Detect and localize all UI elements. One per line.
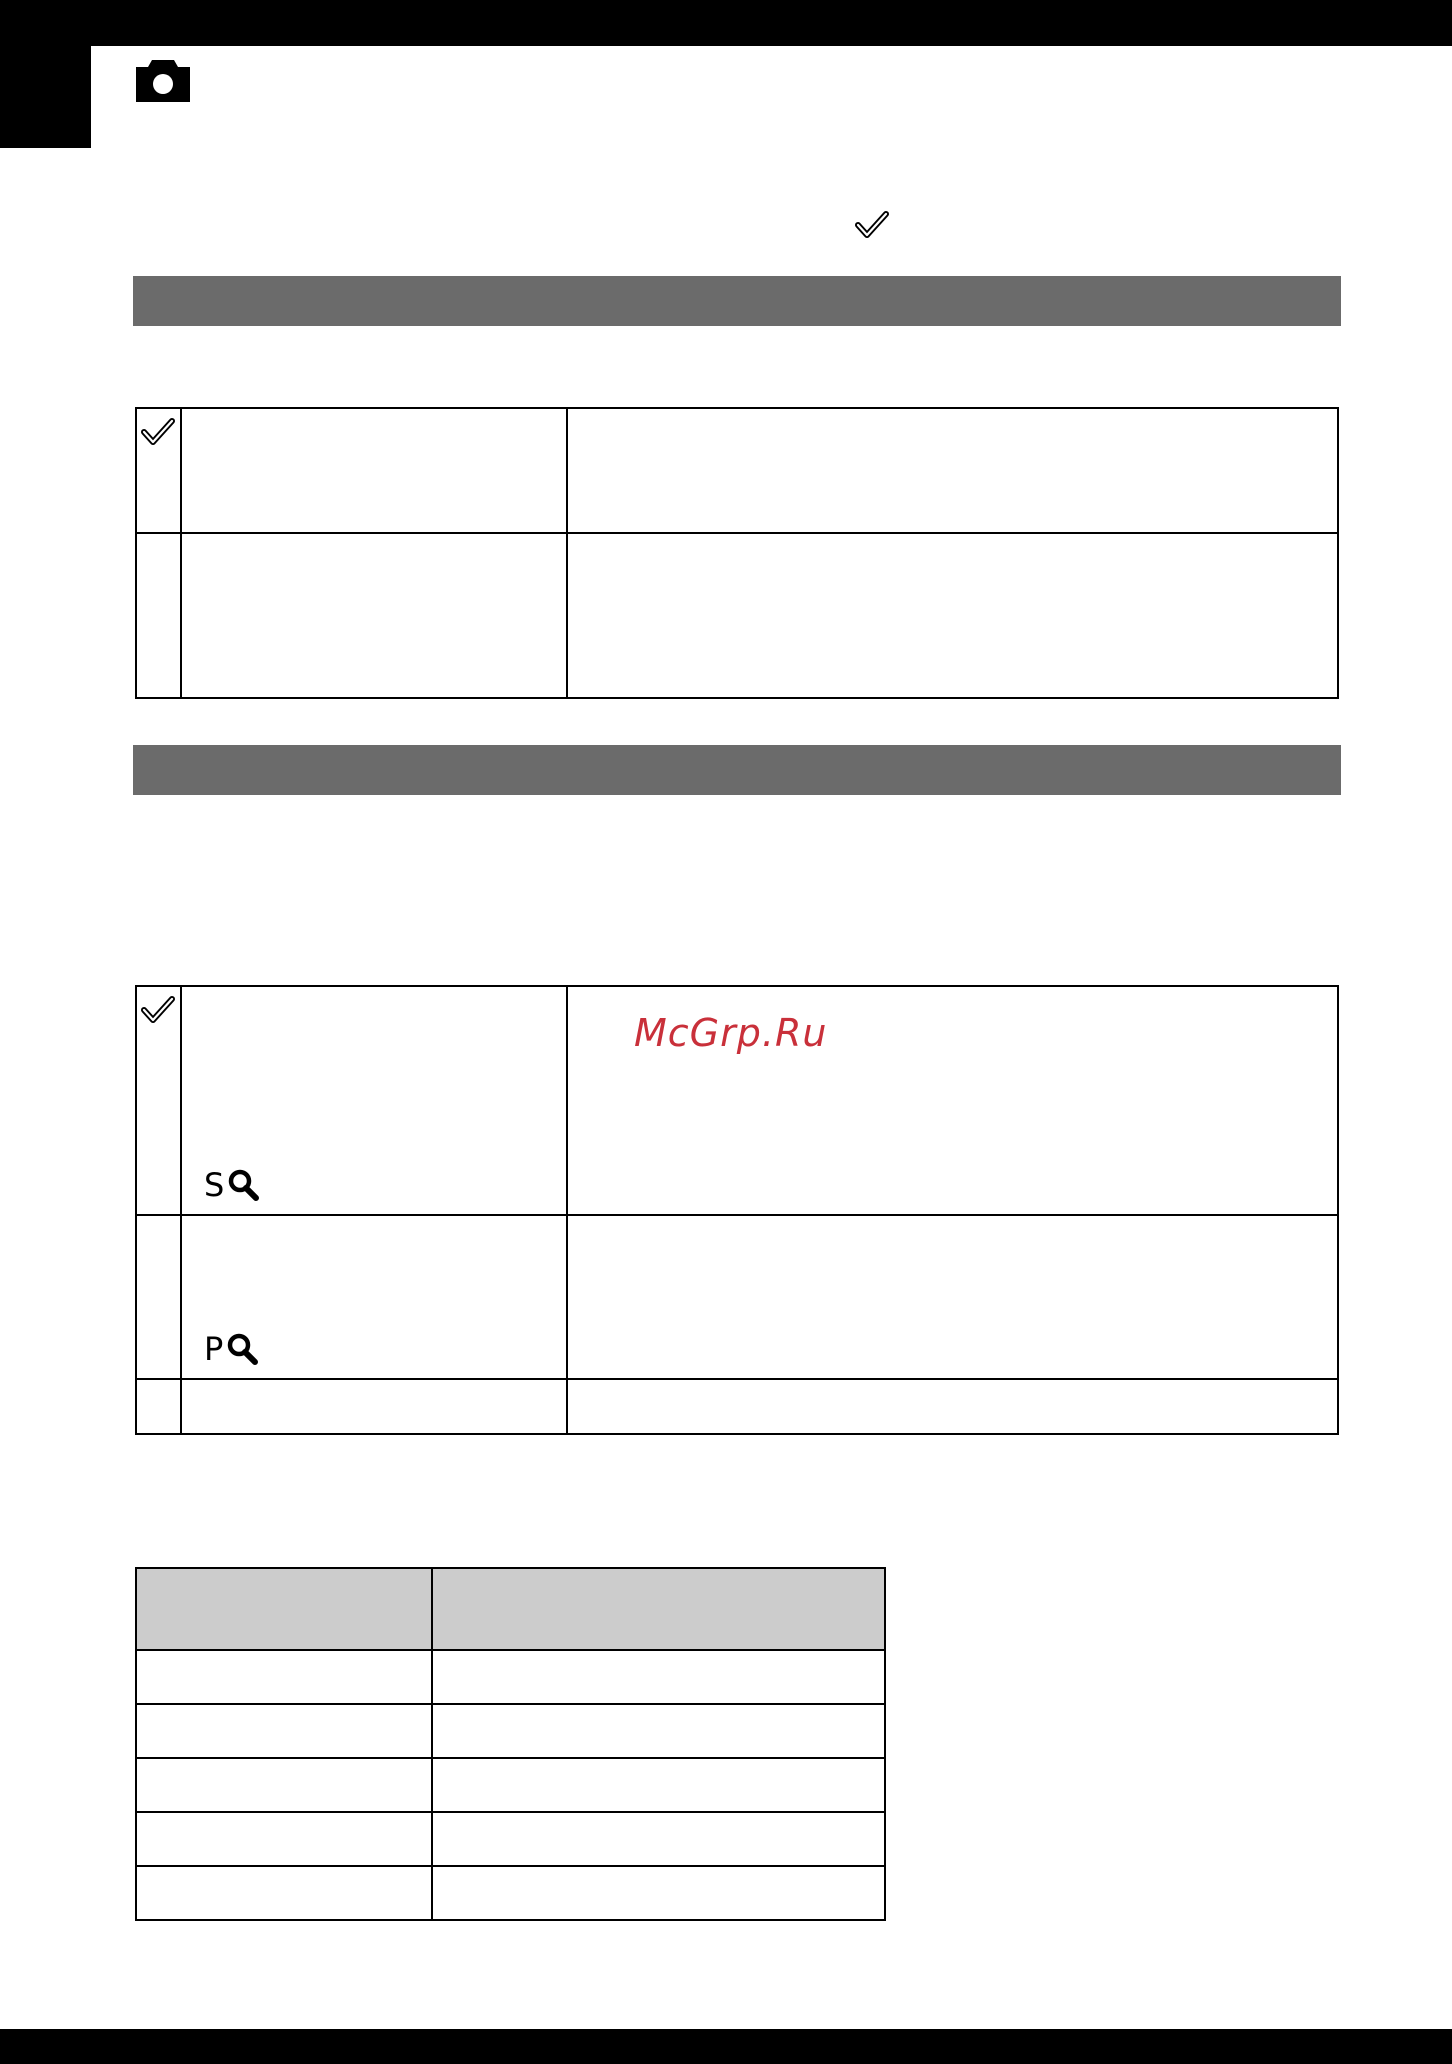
table-cell — [136, 1704, 432, 1758]
description-cell — [567, 1379, 1338, 1434]
table-row — [136, 1650, 885, 1704]
section-heading-bar-1 — [133, 276, 1341, 326]
check-cell — [136, 1379, 181, 1434]
check-cell — [136, 408, 181, 533]
table-row — [136, 1812, 885, 1866]
mode-cell — [181, 986, 567, 1215]
table-row — [136, 1215, 1338, 1379]
mode-prefix: S — [204, 1166, 225, 1204]
header-cell-2 — [432, 1568, 885, 1650]
table-row — [136, 408, 1338, 533]
table-row — [136, 1704, 885, 1758]
watermark-text: McGrp.Ru — [634, 1011, 828, 1055]
checkmark-icon — [855, 210, 889, 240]
corner-black-tab — [0, 0, 91, 148]
check-cell — [136, 986, 181, 1215]
table-cell — [432, 1866, 885, 1920]
table-cell — [432, 1650, 885, 1704]
table-cell — [432, 1758, 885, 1812]
table-cell — [136, 1650, 432, 1704]
table-cell — [136, 1758, 432, 1812]
magnifier-icon — [226, 1168, 260, 1202]
description-cell — [567, 408, 1338, 533]
header-cell-1 — [136, 1568, 432, 1650]
options-table-2 — [135, 985, 1339, 1435]
bottom-black-bar — [0, 2029, 1452, 2064]
table-cell — [432, 1704, 885, 1758]
check-cell — [136, 533, 181, 698]
top-black-bar — [0, 0, 1452, 46]
mode-cell — [181, 1215, 567, 1379]
section-heading-bar-2 — [133, 745, 1341, 795]
mode-cell — [181, 408, 567, 533]
mode-prefix: P — [204, 1330, 224, 1368]
description-cell — [567, 1215, 1338, 1379]
table-row — [136, 1379, 1338, 1434]
smart-zoom-label — [204, 1168, 260, 1202]
spec-table — [135, 1567, 886, 1921]
table-cell — [136, 1866, 432, 1920]
precision-zoom-label — [204, 1332, 259, 1366]
description-cell — [567, 986, 1338, 1215]
table-cell — [432, 1812, 885, 1866]
checkmark-icon — [141, 995, 175, 1025]
check-cell — [136, 1215, 181, 1379]
table-row — [136, 1866, 885, 1920]
checkmark-icon — [141, 417, 175, 447]
table-cell — [136, 1812, 432, 1866]
table-row — [136, 1758, 885, 1812]
magnifier-icon — [225, 1332, 259, 1366]
options-table-1 — [135, 407, 1339, 699]
mode-cell — [181, 533, 567, 698]
description-cell — [567, 533, 1338, 698]
mode-cell — [181, 1379, 567, 1434]
table-header-row — [136, 1568, 885, 1650]
camera-icon — [134, 56, 192, 104]
table-row — [136, 533, 1338, 698]
table-row — [136, 986, 1338, 1215]
